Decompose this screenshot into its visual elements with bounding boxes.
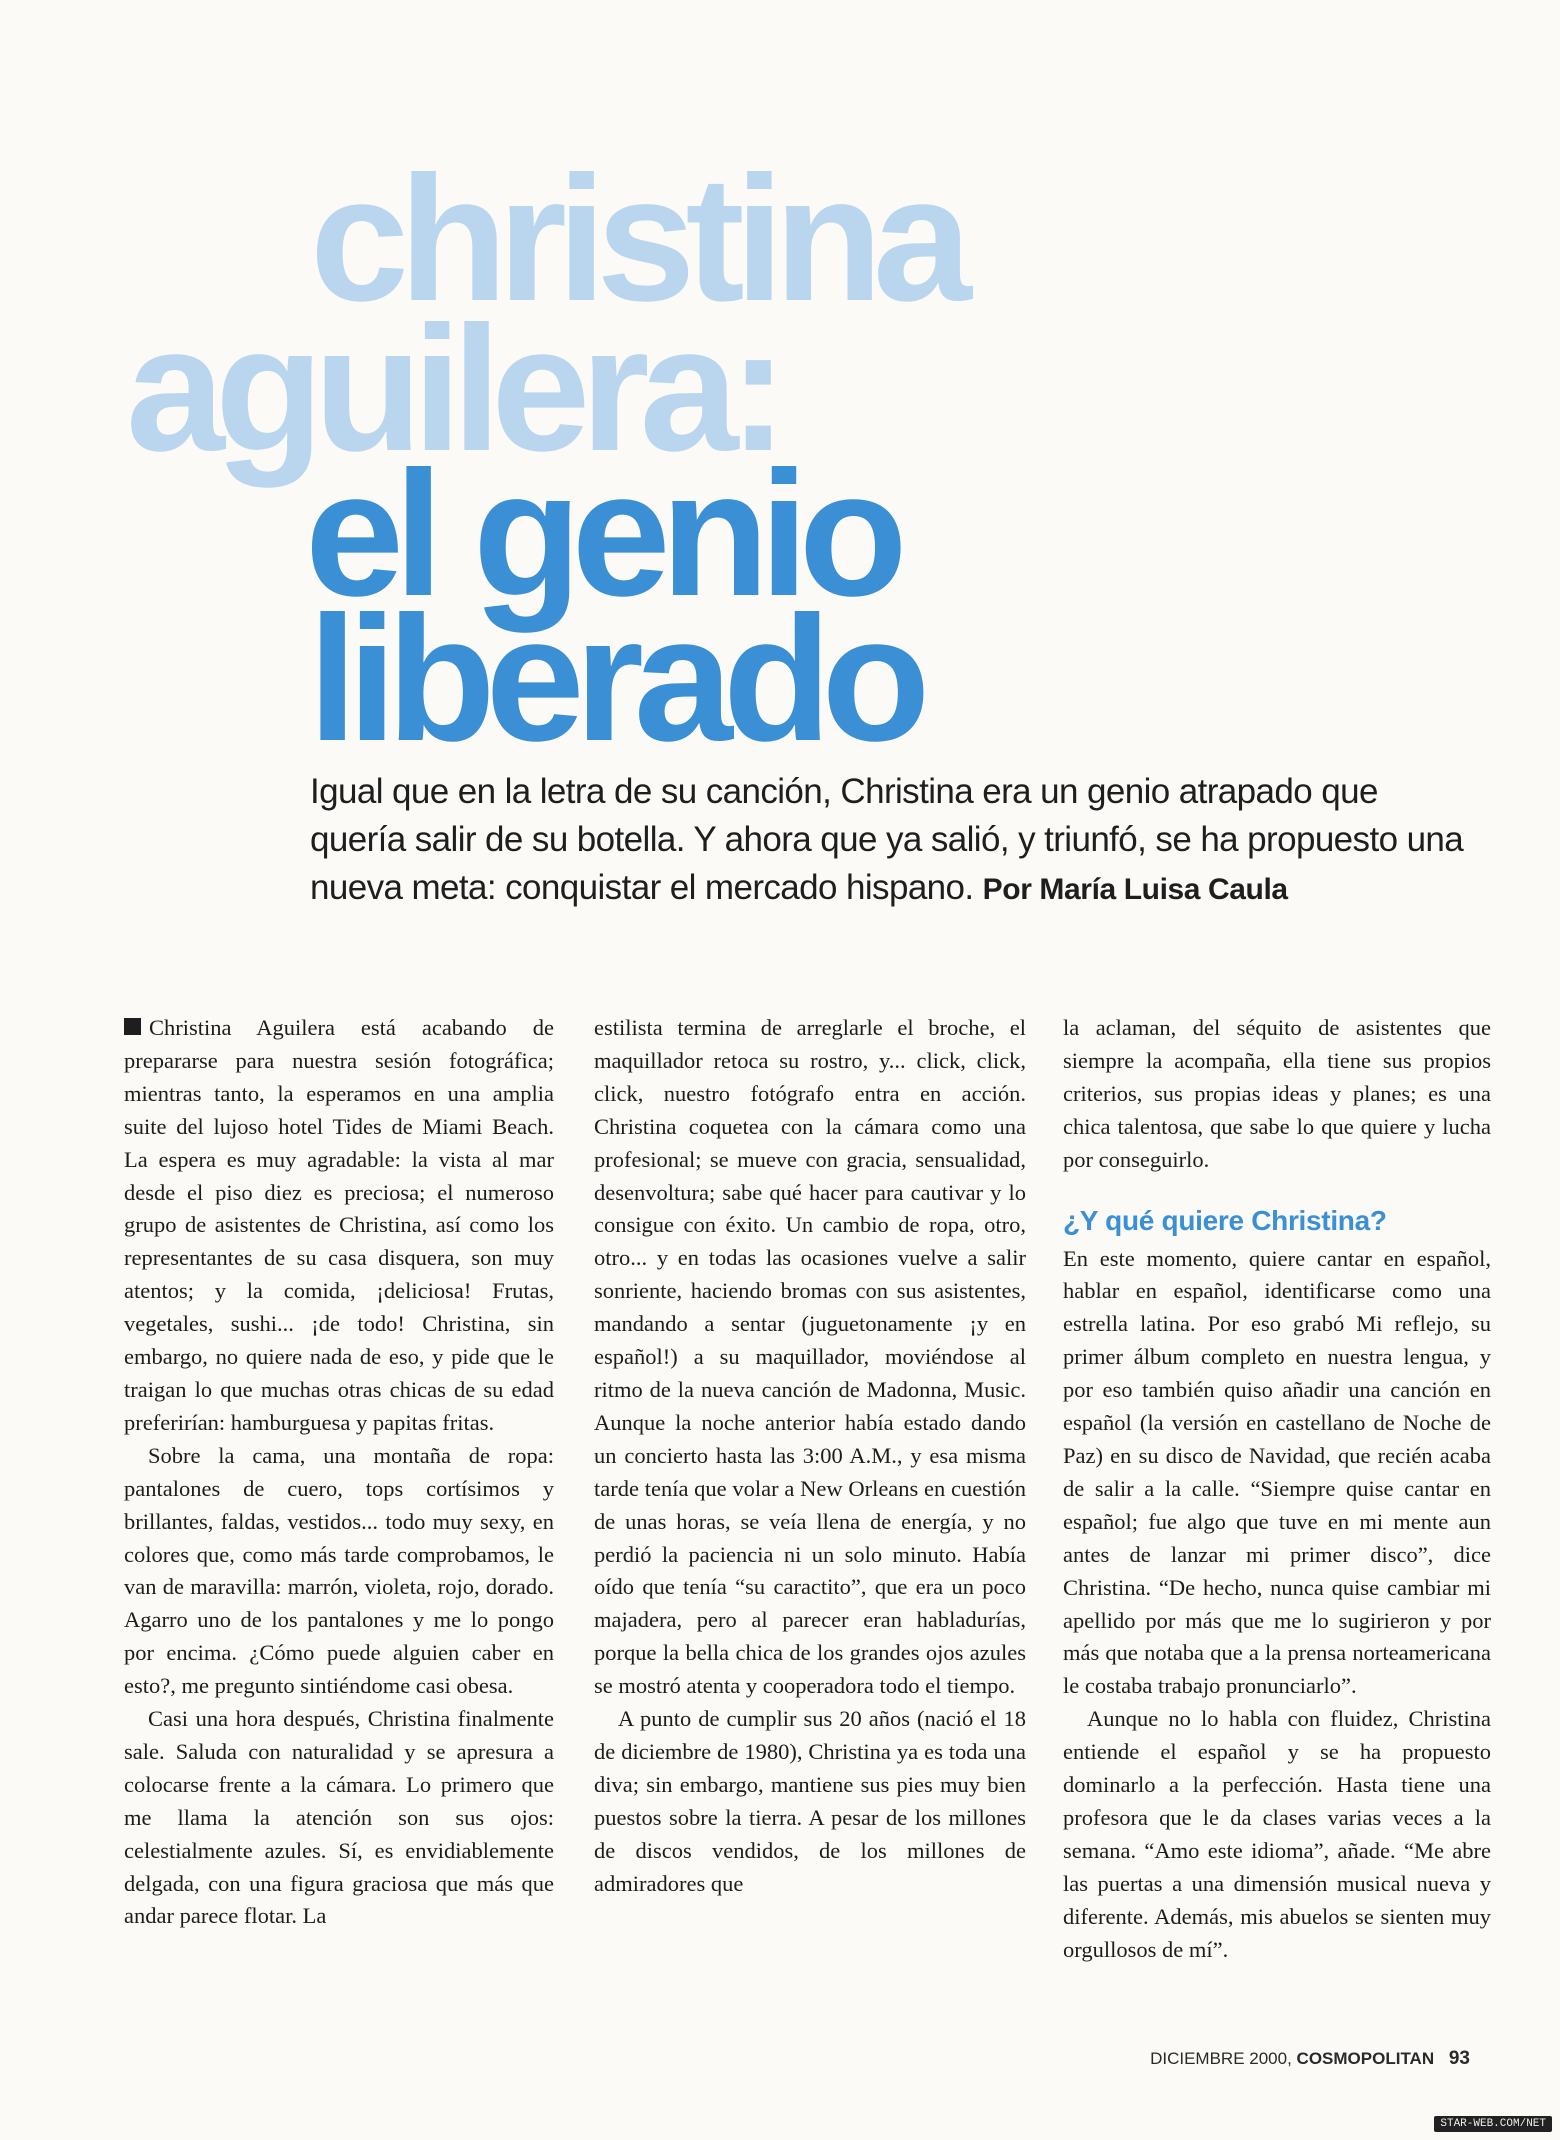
watermark-badge: STAR-WEB.COM/NET (1434, 2116, 1552, 2132)
headline-line-2: aguilera: (126, 289, 778, 488)
paragraph: Casi una hora después, Christina finalmente sale. Saluda con naturalidad y se apresura a colocarse frente a la cámara. Lo primero que me llama la atención son sus ojos: celestialmente azules. Sí, es envidiablemente delgada, con una figura graciosa que más que andar parece flotar. La (124, 1706, 554, 1929)
article-dek (310, 768, 1470, 914)
headline-line-1: christina (310, 139, 962, 338)
article-column-1 (124, 1012, 554, 1933)
paragraph: la aclaman, del séquito de asistentes que siempre la acompaña, ella tiene sus propios criterios, sus propias ideas y planes; es una chica talentosa, que sabe lo que quiere y lucha por conseguirlo. (1063, 1015, 1491, 1172)
article-column-2 (594, 1012, 1026, 1900)
page-folio (1150, 2048, 1470, 2070)
paragraph: Sobre la cama, una montaña de ropa: pantalones de cuero, tops cortísimos y brillantes, faldas, vestidos... todo muy sexy, en colores que, como más tarde comprobamos, le van de maravilla: marrón, violeta, rojo, dorado. Agarro uno de los pantalones y me lo pongo por encima. ¿Cómo puede alguien caber en esto?, me pregunto sintiéndome casi obesa. (124, 1442, 554, 1699)
paragraph (124, 1012, 554, 1440)
subheading: ¿Y qué quiere Christina? (1063, 1204, 1387, 1236)
paragraph: En este momento, quiere cantar en español, hablar en español, identificarse como una estrella latina. Por eso grabó Mi reflejo, su primer álbum completo en nuestra lengua, y por eso también quiso añadir una canción en español (la versión en castellano de Noche de Paz) en su disco de Navidad, que recién acaba de salir a la calle. “Siempre quise cantar en español; fue algo que tuve en mi mente aun antes de lanzar mi primer disco”, dice Christina. “De hecho, nunca quise cambiar mi apellido por más que me lo sugirieron y por más que notaba que a la prensa norteamericana le costaba trabajo pronunciarlo”. (1063, 1245, 1491, 1699)
magazine-name: COSMOPOLITAN (1296, 2049, 1435, 2068)
headline-line-3: el genio (305, 434, 898, 633)
paragraph: Aunque no lo habla con fluidez, Christina entiende el español y se ha propuesto dominarlo a la perfección. Hasta tiene una profesora que le da clases varias veces a la semana. “Amo este idioma”, añade. “Me abre las puertas a una dimensión musical nueva y diferente. Además, mis abuelos se sienten muy orgullosos de mí”. (1063, 1706, 1491, 1962)
paragraph-text: Christina Aguilera está acabando de prepararse para nuestra sesión fotográfica; mientras tanto, la esperamos en una amplia suite del lujoso hotel Tides de Miami Beach. La espera es muy agradable: la vista al mar desde el piso diez es preciosa; el numeroso grupo de asistentes de Christina, así como los representantes de su casa disquera, son muy atentos; y la comida, ¡deliciosa! Frutas, vegetales, sushi... ¡de todo! Christina, sin embargo, no quiere nada de eso, y pide que le traigan lo que muchas otras chicas de su edad preferirían: hamburguesa y papitas fritas. (124, 1015, 554, 1435)
page-number: 93 (1448, 2048, 1470, 2069)
paragraph: estilista termina de arreglarle el broche, el maquillador retoca su rostro, y... click, click, click, nuestro fotógrafo entra en acción. Christina coquetea con la cámara como una profesional; se mueve con gracia, sensualidad, desenvoltura; sabe qué hacer para cautivar y lo consigue con éxito. Un cambio de ropa, otro, otro... y en todas las ocasiones vuelve a salir sonriente, haciendo bromas con sus asistentes, mandando a sentar (juguetonamente ¡y en español!) a su maquillador, moviéndose al ritmo de la nueva canción de Madonna, Music. Aunque la noche anterior había estado dando un concierto hasta las 3:00 A.M., y esa misma tarde tenía que volar a New Orleans en cuestión de unas horas, se veía llena de energía, y no perdió la paciencia ni un solo minuto. Había oído que tenía “su caractito”, que era un poco majadera, pero al parecer eran habladurías, porque la bella chica de los grandes ojos azules se mostró atenta y cooperadora todo el tiempo. (594, 1015, 1026, 1699)
start-square-icon (124, 1018, 141, 1035)
paragraph: A punto de cumplir sus 20 años (nació el 18 de diciembre de 1980), Christina ya es toda una diva; sin embargo, mantiene sus pies muy bien puestos sobre la tierra. A pesar de los millones de discos vendidos, de los millones de admiradores que (594, 1706, 1026, 1896)
dek-text: Igual que en la letra de su canción, Christina era un genio atrapado que quería salir de su botella. Y ahora que ya salió, y triunfó, se ha propuesto una nueva meta: conquistar el mercado hispano. (310, 772, 1464, 907)
issue-date: DICIEMBRE 2000, (1150, 2049, 1292, 2068)
headline-line-4: liberado (308, 579, 921, 778)
byline: Por María Luisa Caula (982, 873, 1288, 906)
article-column-3 (1063, 1012, 1491, 1966)
